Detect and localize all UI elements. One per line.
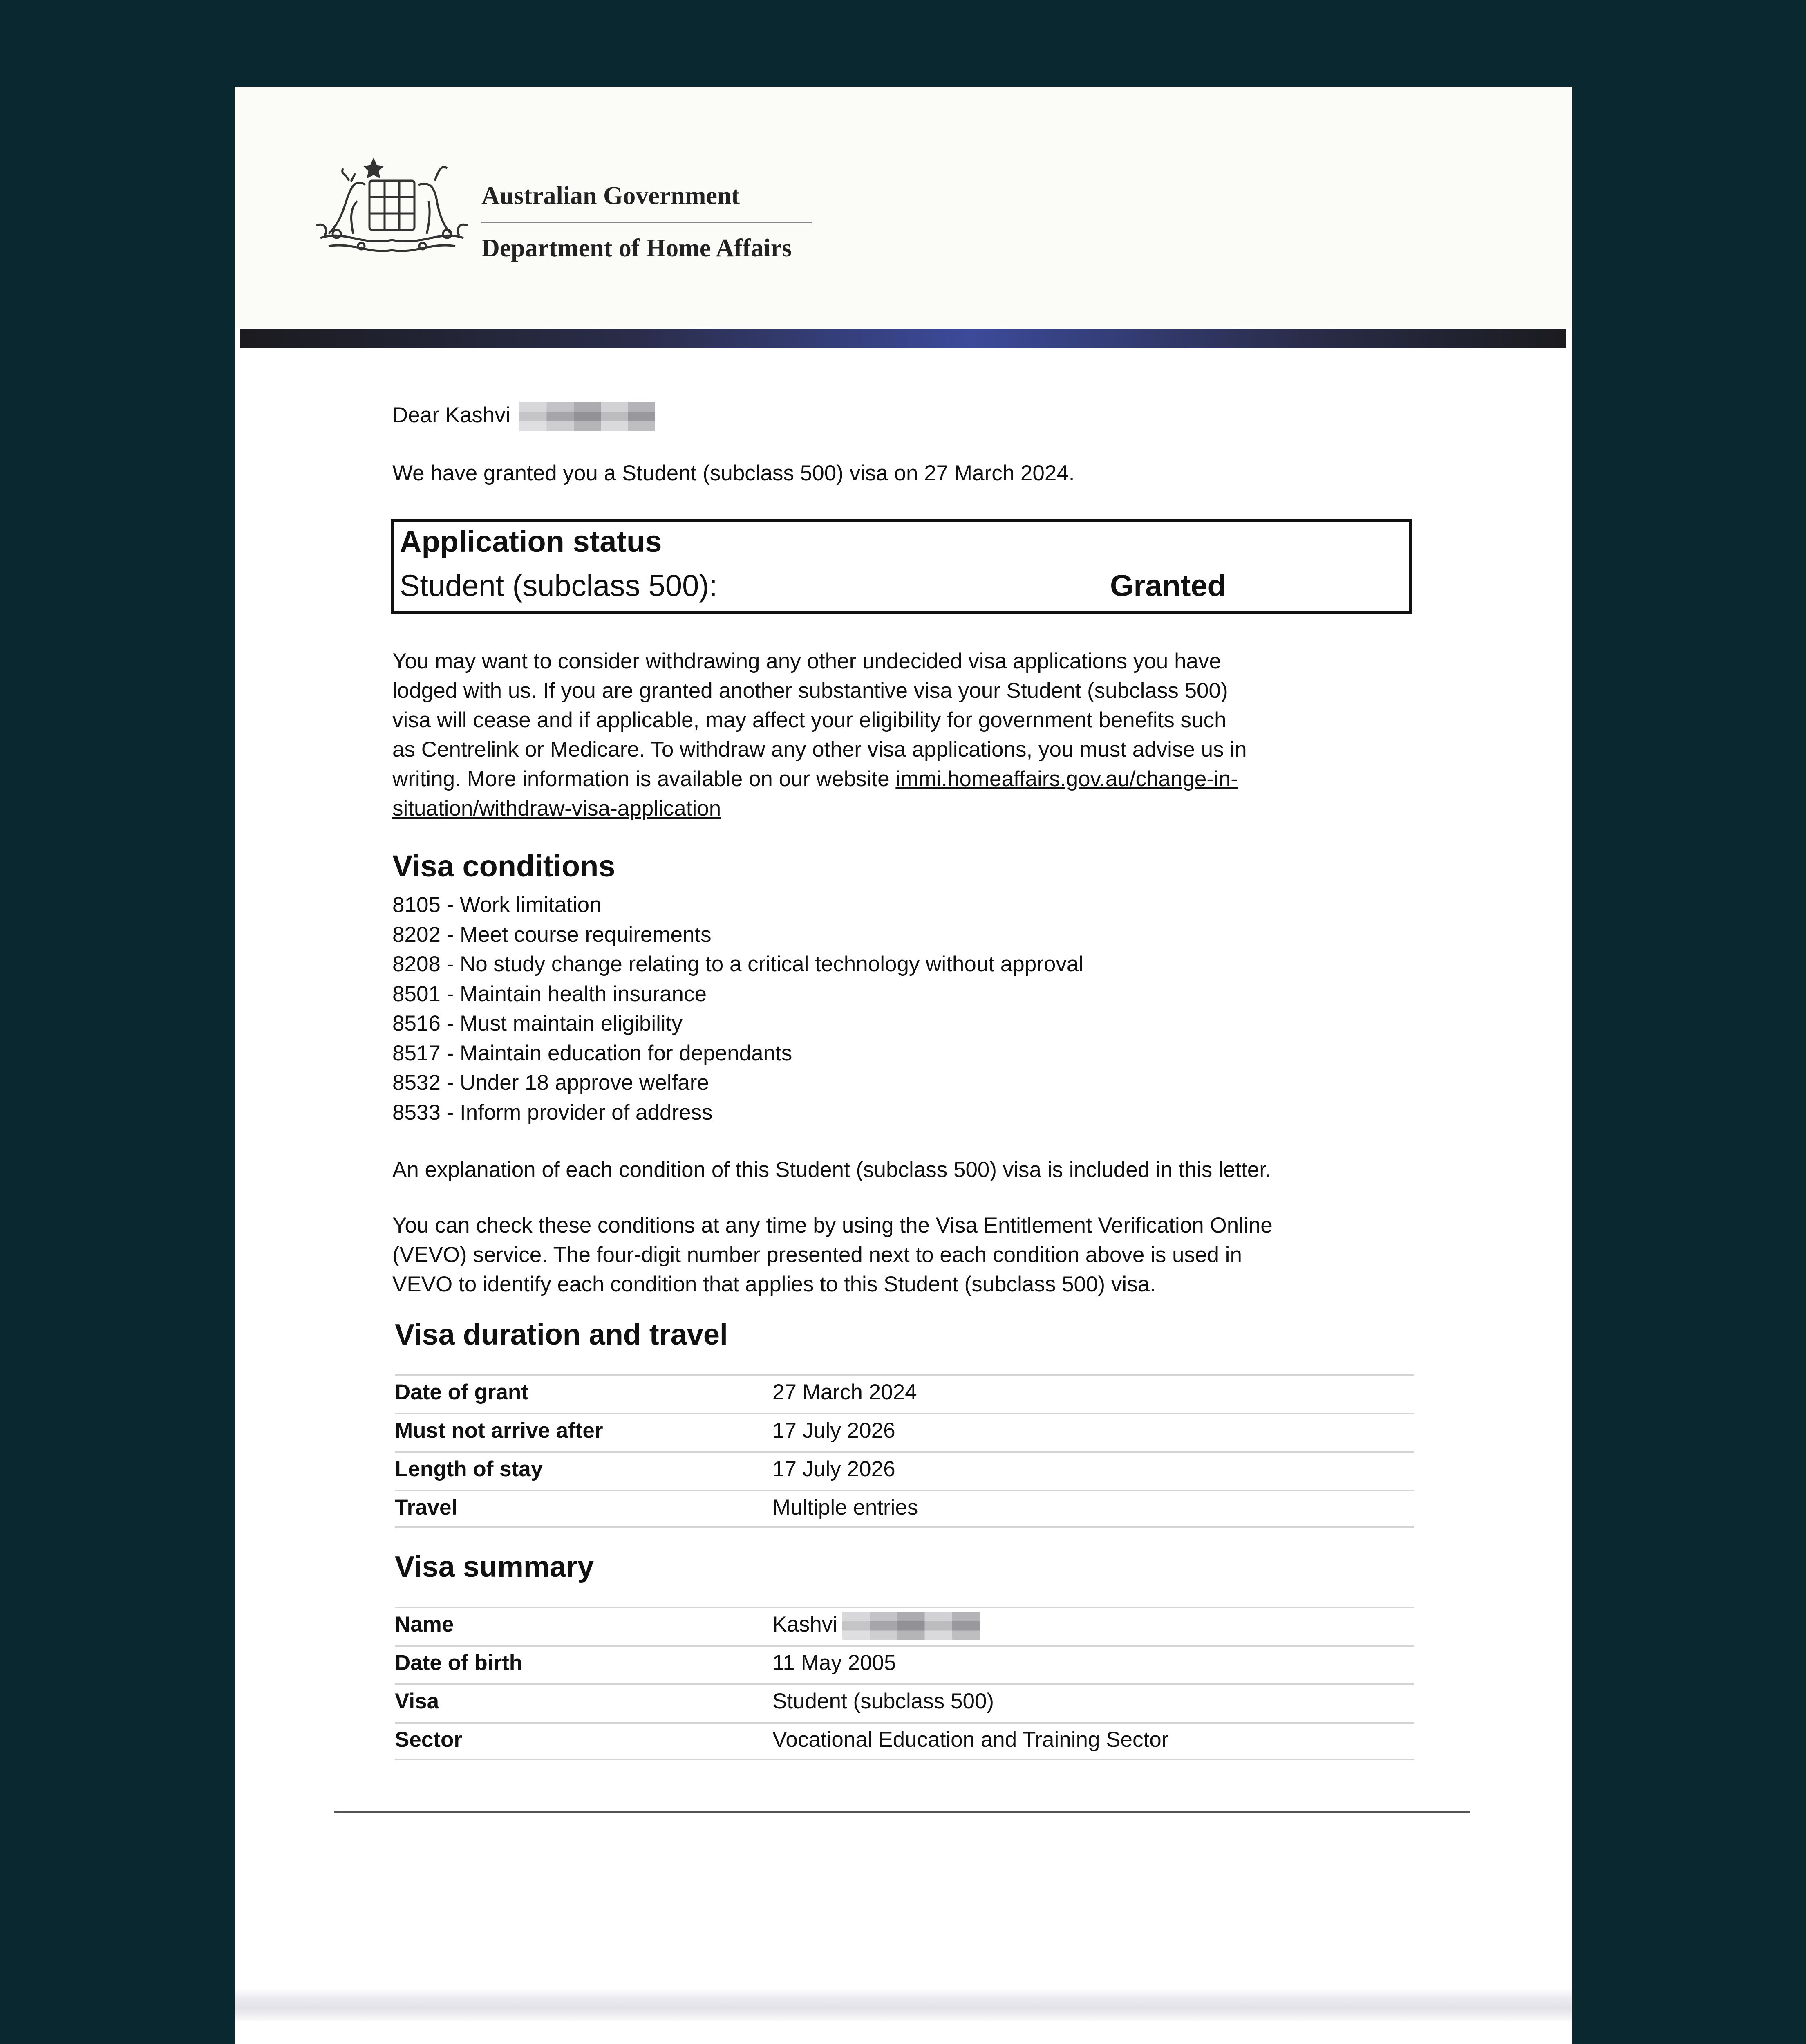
page-end-divider: [334, 1811, 1470, 1813]
row-value: 17 July 2026: [772, 1419, 895, 1443]
row-value: 27 March 2024: [772, 1380, 917, 1404]
name-value: Kashvi: [772, 1612, 838, 1636]
status-title: Application status: [400, 524, 662, 558]
row-value: Multiple entries: [772, 1495, 918, 1520]
letterhead: [235, 87, 1572, 328]
paragraph-text: writing. More information is available on our website: [392, 767, 896, 791]
paragraph-line: lodged with us. If you are granted another substantive visa your Student (subclass 500): [392, 679, 1228, 703]
header-band: [240, 329, 1566, 348]
greeting: [392, 401, 655, 431]
table-row: [395, 1683, 1414, 1722]
department-name: Department of Home Affairs: [481, 234, 792, 262]
condition-item: 8501 - Maintain health insurance: [392, 982, 707, 1006]
condition-item: 8533 - Inform provider of address: [392, 1100, 713, 1125]
paragraph-line: (VEVO) service. The four-digit number presented next to each condition above is used in: [392, 1243, 1242, 1267]
paragraph-line: [392, 794, 1247, 823]
paragraph-line: You can check these conditions at any time by using the Visa Entitlement Verification Online: [392, 1213, 1273, 1237]
row-value: Student (subclass 500): [772, 1689, 994, 1713]
condition-item: 8202 - Meet course requirements: [392, 922, 712, 947]
row-label: Date of birth: [395, 1651, 523, 1675]
conditions-explanation: An explanation of each condition of this Student (subclass 500) visa is included in this letter.: [392, 1158, 1271, 1182]
status-value: Granted: [1110, 569, 1226, 603]
paragraph-line: as Centrelink or Medicare. To withdraw any other visa applications, you must advise us in: [392, 737, 1247, 762]
row-label: Length of stay: [395, 1457, 543, 1481]
table-row: [395, 1607, 1414, 1645]
withdraw-info-link-cont[interactable]: situation/withdraw-visa-application: [392, 796, 721, 820]
table-row: [395, 1451, 1414, 1490]
letter-page-2: [235, 2021, 1572, 2044]
condition-item: 8516 - Must maintain eligibility: [392, 1011, 683, 1035]
row-label: Visa: [395, 1689, 439, 1713]
condition-item: 8517 - Maintain education for dependants: [392, 1041, 792, 1065]
visa-conditions-list: [392, 890, 1083, 1127]
table-row: [395, 1413, 1414, 1451]
visa-duration-table: [395, 1374, 1414, 1528]
paragraph-line: visa will cease and if applicable, may affect your eligibility for government benefits such: [392, 708, 1226, 732]
paragraph-line: VEVO to identify each condition that applies to this Student (subclass 500) visa.: [392, 1272, 1156, 1296]
row-value: [772, 1611, 980, 1640]
status-label: Student (subclass 500):: [400, 569, 718, 603]
government-name: Australian Government: [481, 182, 740, 210]
vevo-paragraph: [392, 1211, 1273, 1299]
greeting-text: Dear Kashvi: [392, 403, 510, 427]
row-value: 11 May 2005: [772, 1651, 896, 1675]
withdraw-info-link[interactable]: immi.homeaffairs.gov.au/change-in-: [895, 767, 1238, 791]
visa-conditions-heading: Visa conditions: [392, 849, 615, 883]
visa-summary-heading: Visa summary: [395, 1551, 594, 1583]
page-separator: [235, 1988, 1572, 2021]
redacted-surname: [519, 402, 655, 431]
row-label: Sector: [395, 1728, 462, 1752]
paragraph-line: [392, 764, 1247, 794]
intro-text: We have granted you a Student (subclass 500) visa on 27 March 2024.: [392, 461, 1075, 485]
row-label: Name: [395, 1612, 454, 1636]
application-status-box: [391, 519, 1412, 614]
redacted-surname: [842, 1612, 980, 1640]
table-row: [395, 1645, 1414, 1683]
condition-item: 8105 - Work limitation: [392, 893, 602, 917]
australian-coat-of-arms-icon: [312, 152, 472, 262]
withdraw-paragraph: [392, 647, 1247, 823]
paragraph-line: You may want to consider withdrawing any other undecided visa applications you have: [392, 649, 1222, 673]
condition-item: 8532 - Under 18 approve welfare: [392, 1071, 709, 1095]
condition-item: 8208 - No study change relating to a critical technology without approval: [392, 952, 1084, 976]
letter-page-1: [235, 87, 1572, 1988]
visa-duration-heading: Visa duration and travel: [395, 1318, 728, 1351]
row-value: Vocational Education and Training Sector: [772, 1728, 1169, 1752]
row-label: Must not arrive after: [395, 1419, 603, 1443]
row-label: Date of grant: [395, 1380, 528, 1404]
visa-summary-table: [395, 1607, 1414, 1760]
table-row: [395, 1374, 1414, 1413]
row-label: Travel: [395, 1495, 458, 1520]
table-row: [395, 1490, 1414, 1528]
table-row: [395, 1722, 1414, 1760]
row-value: 17 July 2026: [772, 1457, 895, 1481]
letterhead-divider: [481, 222, 812, 223]
